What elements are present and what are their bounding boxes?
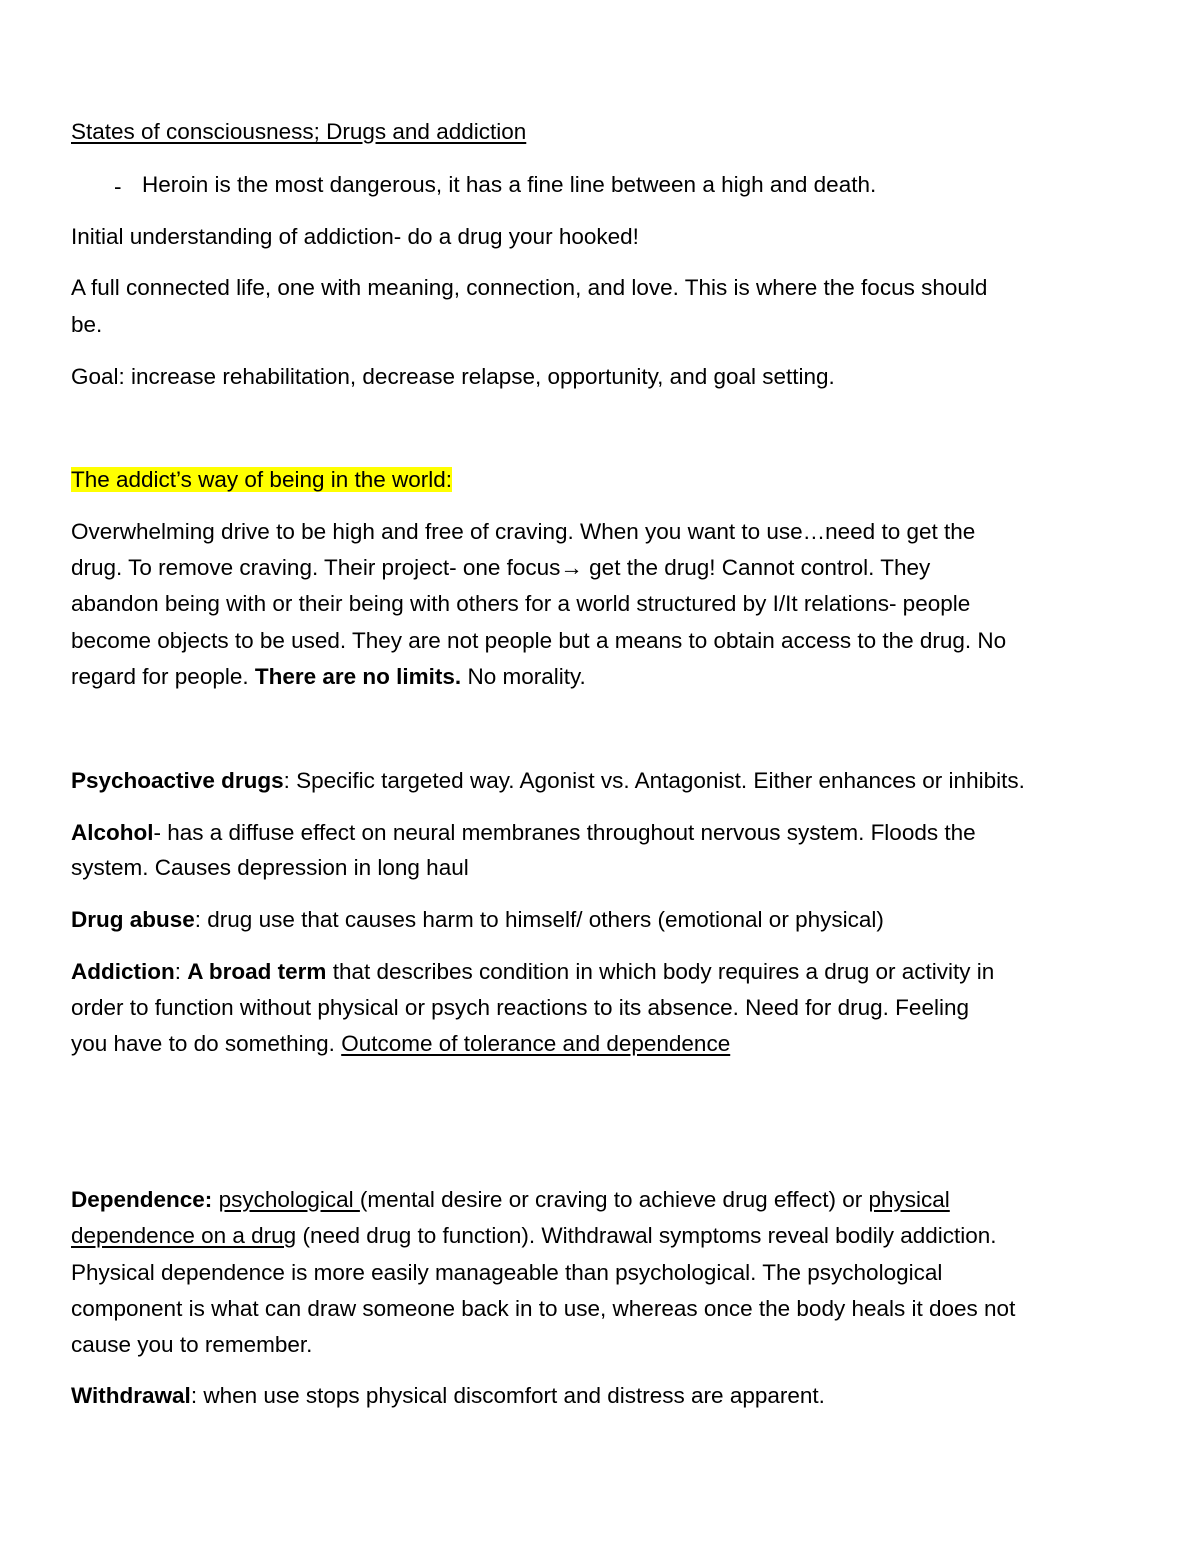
- paragraph-full-life-line1: A full connected life, one with meaning, connection, and love. This is where the focus should: [71, 275, 988, 300]
- addict-para-line3: abandon being with or their being with others for a world structured by I/It relations- people: [71, 591, 971, 616]
- document-title: States of consciousness; Drugs and addiction: [71, 119, 527, 144]
- addict-para-line4: become objects to be used. They are not people but a means to obtain access to the drug. No: [71, 628, 1007, 653]
- right-arrow-icon: →: [560, 555, 583, 580]
- addiction-definition-line2: order to function without physical or psych reactions to its absence. Need for drug. Feeling: [71, 995, 969, 1020]
- addict-para-text: get the drug! Cannot control. They: [582, 555, 931, 580]
- definition-text: : when use stops physical discomfort and distress are apparent.: [190, 1383, 825, 1408]
- addict-heading: [71, 469, 452, 492]
- bullet-marker: -: [114, 174, 122, 199]
- term-addiction: Addiction: [71, 959, 175, 984]
- dependence-definition-line2: [71, 1225, 997, 1248]
- term-alcohol: Alcohol: [71, 820, 154, 845]
- addict-para-line1: Overwhelming drive to be high and free of craving. When you want to use…need to get the: [71, 519, 976, 544]
- term-drug-abuse: Drug abuse: [71, 907, 195, 932]
- addict-para-text: drug. To remove craving. Their project- one focus: [71, 555, 561, 580]
- dependence-definition-line3: Physical dependence is more easily manageable than psychological. The psychological: [71, 1260, 943, 1285]
- definition-sep: :: [174, 959, 188, 984]
- addict-para-text: regard for people.: [71, 664, 255, 689]
- definition-text: : drug use that causes harm to himself/ others (emotional or physical): [194, 907, 884, 932]
- psychological-underlined: psychological: [218, 1187, 360, 1212]
- paragraph-goal: Goal: increase rehabilitation, decrease relapse, opportunity, and goal setting.: [71, 364, 835, 389]
- addict-para-text: No morality.: [461, 664, 586, 689]
- term-psychoactive: Psychoactive drugs: [71, 768, 284, 793]
- broad-term-text: A broad term: [187, 959, 327, 984]
- dependence-on-drug-underlined: dependence on a drug: [71, 1223, 297, 1248]
- addiction-definition-line3: [71, 1033, 730, 1056]
- term-withdrawal: Withdrawal: [71, 1383, 191, 1408]
- physical-underlined: physical: [868, 1187, 950, 1212]
- addict-para-line5: [71, 666, 586, 689]
- no-limits-text: There are no limits.: [254, 664, 462, 689]
- bullet-heroin: Heroin is the most dangerous, it has a fine line between a high and death.: [142, 172, 877, 197]
- drug-abuse-definition: [71, 909, 884, 932]
- outcome-underlined: Outcome of tolerance and dependence: [341, 1031, 731, 1056]
- addiction-definition-line1: [71, 961, 994, 984]
- definition-text: : Specific targeted way. Agonist vs. Antagonist. Either enhances or inhibits.: [283, 768, 1025, 793]
- definition-text: (mental desire or craving to achieve drug effect) or: [359, 1187, 869, 1212]
- alcohol-definition-line2: system. Causes depression in long haul: [71, 855, 469, 880]
- alcohol-definition-line1: [71, 822, 976, 845]
- withdrawal-definition: [71, 1385, 825, 1408]
- definition-text: - has a diffuse effect on neural membranes throughout nervous system. Floods the: [153, 820, 976, 845]
- dependence-definition-line5: cause you to remember.: [71, 1332, 313, 1357]
- definition-text: (need drug to function). Withdrawal symptoms reveal bodily addiction.: [296, 1223, 997, 1248]
- definition-text: that describes condition in which body requires a drug or activity in: [326, 959, 995, 984]
- psychoactive-definition: [71, 770, 1025, 793]
- definition-text: you have to do something.: [71, 1031, 342, 1056]
- dependence-definition-line1: [71, 1189, 950, 1212]
- term-dependence: Dependence:: [71, 1187, 213, 1212]
- highlighted-heading: The addict’s way of being in the world:: [71, 467, 453, 492]
- paragraph-initial-understanding: Initial understanding of addiction- do a drug your hooked!: [71, 224, 639, 249]
- addict-para-line2: [71, 557, 930, 580]
- dependence-definition-line4: component is what can draw someone back in to use, whereas once the body heals it does not: [71, 1296, 1016, 1321]
- paragraph-full-life-line2: be.: [71, 312, 103, 337]
